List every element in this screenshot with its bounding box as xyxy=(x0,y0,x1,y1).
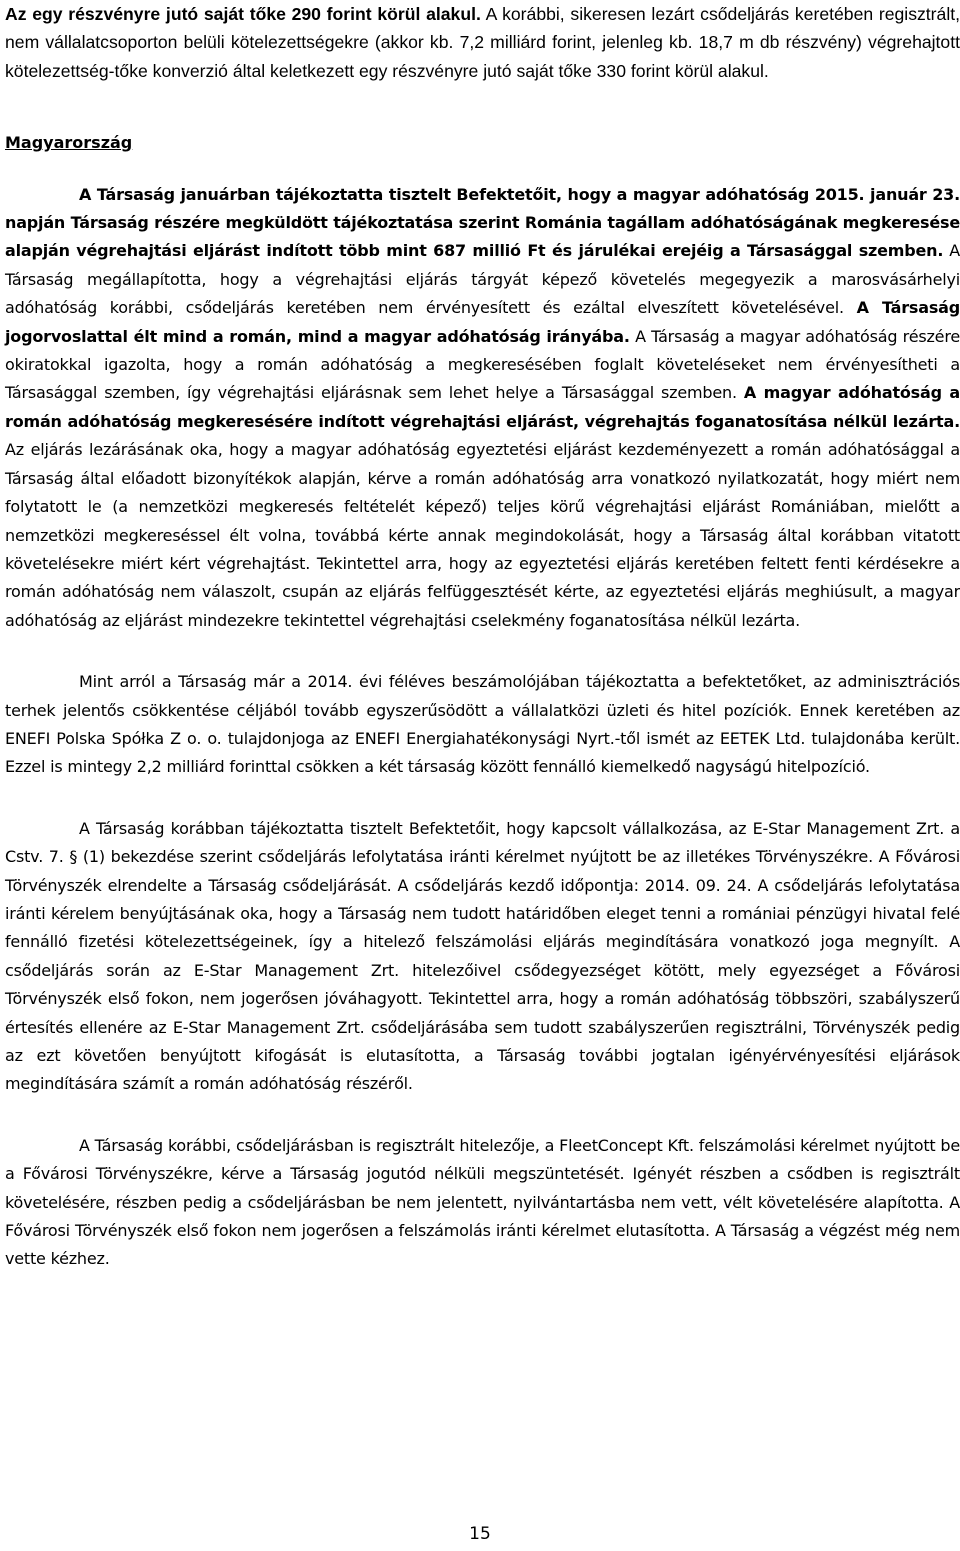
romania-bold-3: A magyar adóhatóság a román adóhatóság megkeresésére indított végrehajtási eljárást, végrehajtás foganatosítása nélkül lezárta. xyxy=(5,383,960,431)
document-page xyxy=(5,0,960,1274)
romania-text-1: A Társaság megállapította, hogy a végrehajtási eljárás tárgyát képező követelés megegyezik a marosvásárhelyi adóhatóság korábbi, csődeljárás keretében nem érvényesített és ezáltal elveszített követelésével. xyxy=(5,241,960,318)
romania-bold-1: A Társaság januárban tájékoztatta tisztelt Befektetőit, hogy a magyar adóhatóság 2015. január 23. napján Társaság részére megküldött tájékoztatása szerint Románia tagállam adóhatóságának megkeresése alapján végrehajtási eljárást indított több mint 687 millió Ft és járulékai erejéig a Társasággal szemben. xyxy=(5,184,960,261)
intro-text: A korábbi, sikeresen lezárt csődeljárás keretében regisztrált, nem vállalatcsoporton belüli kötelezettségekre (akkor kb. 7,2 milliárd forint, jelenleg kb. 18,7 m db részvény) végrehajtott kötelezettség-tőke konverzió által keletkezett egy részvényre jutó saját tőke 330 forint körül alakul. xyxy=(5,4,960,81)
page-number: 15 xyxy=(469,1524,491,1544)
romania-bold-2: A Társaság jogorvoslattal élt mind a román, mind a magyar adóhatóság irányába. xyxy=(5,298,960,346)
poland-paragraph: Mint arról a Társaság már a 2014. évi féléves beszámolójában tájékoztatta a befektetőket, az adminisztrációs terhek jelentős csökkentése céljából tovább egyszerűsödött a vállalatközi üzleti és hitel pozíciók. Ennek keretében az ENEFI Polska Spółka Z o. o. tulajdonjoga az ENEFI Energiahatékonysági Nyrt.-től ismét az EETEK Ltd. tulajdonába került. Ezzel is mintegy 2,2 milliárd forinttal csökken a két társaság között fennálló kiemelkedő nagyságú hitelpozíció. xyxy=(5,672,960,777)
romania-text-3: Az eljárás lezárásának oka, hogy a magyar adóhatóság egyeztetési eljárást kezdeményezett a román adóhatósággal a Társaság által előadott bizonyítékok alapján, kérve a román adóhatóság arra vonatkozó nyilatkozatát, hogy miért nem folytatott le (a nemzetközi megkeresés feltételét képező) teljes körű végrehajtási eljárást Romániában, mielőtt a nemzetközi megkereséssel élt volna, továbbá kérte annak megindokolását, hogy a Társaság által korábban vitatott követelésekre miért kért végrehajtást. Tekintettel arra, hogy az egyeztetési eljárás keretében feltett fenti kérdésekre a román adóhatóság nem válaszolt, csupán az eljárás felfüggesztését kérte, az egyeztetési eljárás meghiúsult, a magyar adóhatóság az eljárást mindezekre tekintettel végrehajtási cselekmény foganatosítása nélkül lezárta. xyxy=(5,440,960,630)
romania-tax-paragraph xyxy=(5,181,960,636)
romania-text-2: A Társaság a magyar adóhatóság részére okiratokkal igazolta, hogy a román adóhatóság a megkeresésében foglalt követeléseket nem érvényesítheti a Társasággal szemben, így végrehajtási eljárásnak sem lehet helye a Társasággal szemben. xyxy=(5,326,960,403)
section-heading: Magyarország xyxy=(5,133,133,153)
fleetconcept-paragraph: A Társaság korábbi, csődeljárásban is regisztrált hitelezője, a FleetConcept Kft. felszámolási kérelmet nyújtott be a Fővárosi Törvényszékre, kérve a Társaság jogutód nélküli megszüntetését. Igényét részben a csődben is regisztrált követelésére, részben pedig a csődeljárásban be nem jelentett, nyilvántartásba nem vett, vélt követelésére alapította. A Fővárosi Törvényszék első fokon nem jogerősen a felszámolás iránti kérelmet elutasította. A Társaság a végzést még nem vette kézhez. xyxy=(5,1135,960,1269)
estar-paragraph: A Társaság korábban tájékoztatta tisztelt Befektetőit, hogy kapcsolt vállalkozása, az E-Star Management Zrt. a Cstv. 7. § (1) bekezdése szerint csődeljárás lefolytatása iránti kérelmet nyújtott be az illetékes Törvényszékre. A Fővárosi Törvényszék elrendelte a Társaság csődeljárását. A csődeljárás kezdő időpontja: 2014. 09. 24. A csődeljárás lefolytatása iránti kérelem benyújtásának oka, hogy a Társaság nem tudott határidőben eleget tenni a romániai pénzügyi hivatal felé fennálló fizetési kötelezettségeinek, így a hitelező felszámolási eljárás megindítására vonatkozó joga megnyílt. A csődeljárás során az E-Star Management Zrt. hitelezőivel csődegyezséget kötött, mely egyezséget a Fővárosi Törvényszék első fokon, nem jogerősen jóváhagyott. Tekintettel arra, hogy a román adóhatóság többszöri, szabályszerű értesítés ellenére az E-Star Management Zrt. csődeljárásába sem tudott szabályszerűen regisztrálni, Törvényszék pedig az ezt követően benyújtott kifogását is elutasította, a Társaság további jogtalan igényérvényesítési eljárások megindítására számít a román adóhatóság részéről. xyxy=(5,818,960,1094)
intro-paragraph xyxy=(5,0,960,85)
intro-bold-text: Az egy részvényre jutó saját tőke 290 forint körül alakul. xyxy=(5,4,481,24)
